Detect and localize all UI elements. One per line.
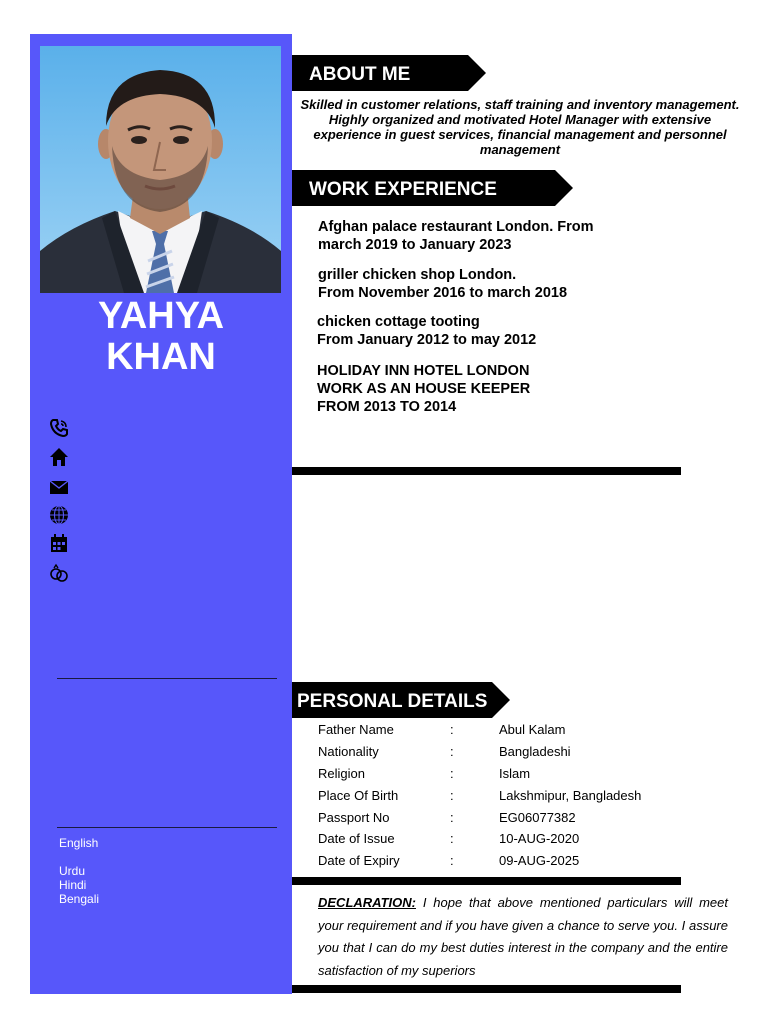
phone-icon: [49, 418, 69, 438]
detail-separator: :: [450, 744, 454, 760]
detail-label: Religion: [318, 765, 365, 781]
job-entry: [317, 362, 530, 416]
detail-value: EG06077382: [499, 809, 576, 825]
sidebar-divider: [57, 678, 277, 679]
detail-row: [318, 741, 641, 763]
detail-row: [318, 763, 641, 785]
detail-separator: :: [450, 787, 454, 803]
detail-value: 10-AUG-2020: [499, 831, 580, 847]
about-heading: ABOUT ME: [292, 55, 486, 91]
sidebar-divider: [57, 827, 277, 828]
job-line: chicken cottage tooting: [317, 314, 480, 330]
job-entry: [318, 266, 567, 302]
detail-separator: :: [450, 765, 454, 781]
job-entry: [317, 313, 536, 349]
job-line: From November 2016 to march 2018: [318, 285, 568, 301]
declaration-label: DECLARATION:: [318, 895, 416, 910]
job-line: From January 2012 to may 2012: [317, 332, 537, 348]
detail-value: Islam: [499, 765, 531, 781]
job-line: FROM 2013 TO 2014: [317, 399, 457, 415]
personal-details-table: [318, 719, 641, 872]
detail-label: Place Of Birth: [318, 787, 399, 803]
language-item: Hindi: [59, 878, 87, 892]
detail-label: Passport No: [318, 809, 390, 825]
job-line: WORK AS AN HOUSE KEEPER: [317, 381, 531, 397]
language-item: Urdu: [59, 864, 86, 878]
detail-label: Father Name: [318, 722, 394, 738]
detail-label: Date of Issue: [318, 831, 395, 847]
work-heading: WORK EXPERIENCE: [292, 170, 573, 206]
section-divider: [292, 877, 681, 885]
home-icon: [49, 447, 69, 467]
profile-name: [30, 296, 292, 378]
about-text: Skilled in customer relations, staff training and inventory management. Highly organized and motivated Hotel Manager with extensive experience in guest services, financial management and personnel management: [300, 97, 740, 157]
last-name: KHAN: [106, 336, 216, 378]
detail-value: Lakshmipur, Bangladesh: [499, 787, 642, 803]
detail-value: Bangladeshi: [499, 744, 571, 760]
section-divider: [292, 985, 681, 993]
detail-row: [318, 784, 641, 806]
globe-icon: [49, 505, 69, 525]
calendar-icon: [49, 533, 69, 553]
job-line: Afghan palace restaurant London. From: [318, 219, 594, 235]
declaration: [318, 892, 728, 982]
detail-label: Date of Expiry: [318, 853, 400, 869]
declaration-text: I hope that above mentioned particulars will meet your requirement and if you have given a chance to serve you. I assure you that I can do my best duties interest in the company and the entire satisfaction of my superiors: [318, 895, 728, 978]
job-line: griller chicken shop London.: [318, 267, 517, 283]
email-icon: [49, 477, 69, 497]
job-entry: [318, 218, 594, 254]
detail-row: [318, 850, 641, 872]
rings-icon: [49, 563, 69, 583]
profile-photo: [40, 46, 281, 293]
job-line: march 2019 to January 2023: [318, 237, 512, 253]
detail-separator: :: [450, 831, 454, 847]
job-line: HOLIDAY INN HOTEL LONDON: [317, 363, 530, 379]
personal-heading: PERSONAL DETAILS: [292, 682, 510, 718]
detail-value: 09-AUG-2025: [499, 853, 580, 869]
detail-label: Nationality: [318, 744, 379, 760]
detail-separator: :: [450, 853, 454, 869]
first-name: YAHYA: [97, 295, 225, 337]
language-list: [59, 864, 99, 906]
language-english: English: [59, 836, 99, 850]
detail-row: [318, 806, 641, 828]
detail-value: Abul Kalam: [499, 722, 566, 738]
language-item: Bengali: [59, 892, 100, 906]
detail-row: [318, 719, 641, 741]
detail-row: [318, 828, 641, 850]
section-divider: [292, 467, 681, 475]
detail-separator: :: [450, 722, 454, 738]
detail-separator: :: [450, 809, 454, 825]
